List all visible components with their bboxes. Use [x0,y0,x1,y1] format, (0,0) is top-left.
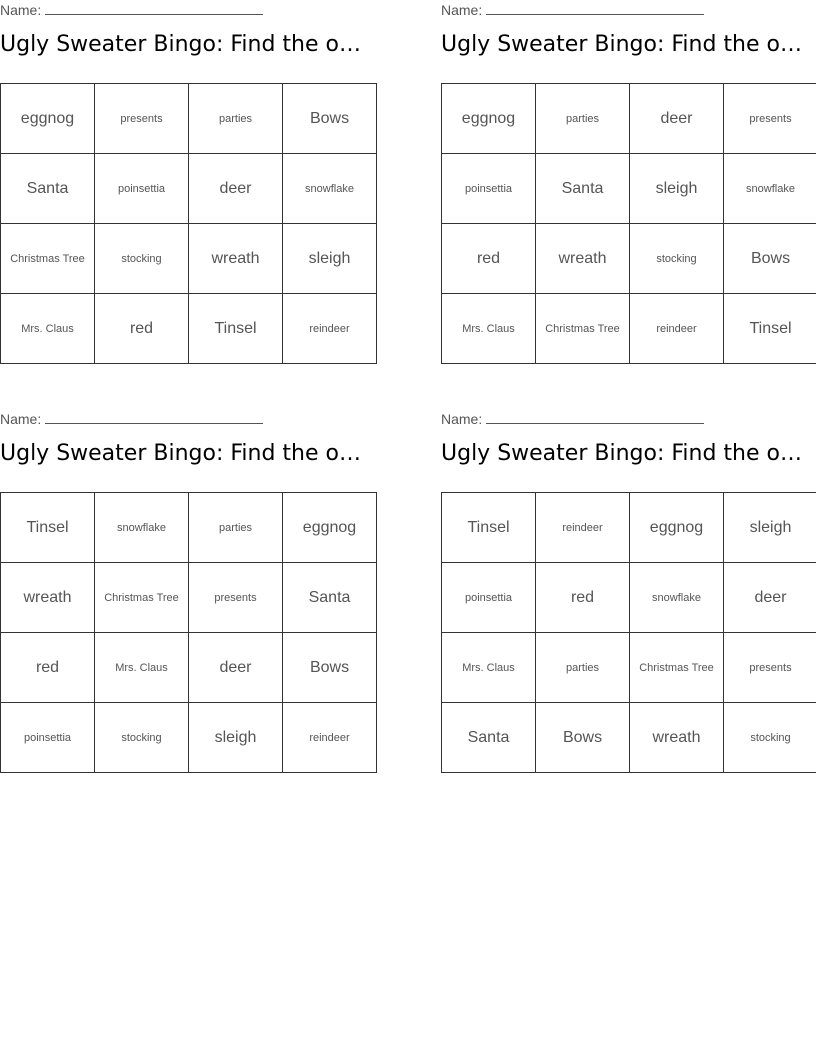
bingo-cell[interactable]: Bows [536,703,630,773]
bingo-cell[interactable]: parties [536,633,630,703]
name-field[interactable] [0,0,375,20]
card-title: Ugly Sweater Bingo: Find the o… [441,32,802,57]
bingo-row [1,493,377,563]
bingo-cell[interactable]: Tinsel [1,493,95,563]
card-title: Ugly Sweater Bingo: Find the o… [441,441,802,466]
bingo-row [1,703,377,773]
bingo-cell[interactable]: snowflake [630,563,724,633]
bingo-cell[interactable]: Tinsel [189,294,283,364]
bingo-row [442,84,816,154]
bingo-cell[interactable]: red [442,224,536,294]
bingo-cell[interactable]: wreath [630,703,724,773]
bingo-cell[interactable]: presents [95,84,189,154]
bingo-cell[interactable]: presents [189,563,283,633]
bingo-row [442,224,816,294]
bingo-cell[interactable]: Bows [283,633,377,703]
bingo-cell[interactable]: sleigh [283,224,377,294]
bingo-grid [441,492,816,773]
bingo-cell[interactable]: eggnog [442,84,536,154]
bingo-row [442,703,816,773]
bingo-row [1,633,377,703]
bingo-cell[interactable]: Santa [442,703,536,773]
bingo-cell[interactable]: Mrs. Claus [1,294,95,364]
bingo-cell[interactable]: snowflake [724,154,816,224]
bingo-card-1 [0,0,375,364]
bingo-row [442,563,816,633]
bingo-cell[interactable]: eggnog [630,493,724,563]
bingo-row [1,294,377,364]
bingo-cell[interactable]: reindeer [283,294,377,364]
bingo-cell[interactable]: poinsettia [95,154,189,224]
bingo-cell[interactable]: snowflake [283,154,377,224]
bingo-cell[interactable]: red [536,563,630,633]
bingo-cell[interactable]: deer [630,84,724,154]
bingo-cell[interactable]: Mrs. Claus [442,294,536,364]
bingo-cell[interactable]: reindeer [630,294,724,364]
bingo-cell[interactable]: Bows [283,84,377,154]
bingo-cell[interactable]: poinsettia [442,563,536,633]
bingo-cell[interactable]: parties [189,493,283,563]
bingo-cell[interactable]: Mrs. Claus [442,633,536,703]
bingo-row [1,563,377,633]
name-underline[interactable] [486,409,704,424]
bingo-cell[interactable]: presents [724,633,816,703]
bingo-grid [441,83,816,364]
bingo-cell[interactable]: Mrs. Claus [95,633,189,703]
bingo-cell[interactable]: parties [536,84,630,154]
bingo-cell[interactable]: poinsettia [442,154,536,224]
bingo-cell[interactable]: poinsettia [1,703,95,773]
bingo-cell[interactable]: reindeer [536,493,630,563]
bingo-row [442,154,816,224]
bingo-grid [0,492,377,773]
bingo-cell[interactable]: Santa [1,154,95,224]
bingo-cell[interactable]: snowflake [95,493,189,563]
bingo-row [1,84,377,154]
name-underline[interactable] [45,409,263,424]
bingo-row [442,633,816,703]
bingo-cell[interactable]: Tinsel [724,294,816,364]
name-underline[interactable] [45,0,263,15]
bingo-cell[interactable]: wreath [189,224,283,294]
bingo-cell[interactable]: red [1,633,95,703]
bingo-cell[interactable]: reindeer [283,703,377,773]
bingo-cell[interactable]: stocking [95,703,189,773]
bingo-cell[interactable]: parties [189,84,283,154]
bingo-cell[interactable]: deer [189,154,283,224]
bingo-card-3 [0,409,375,773]
name-label: Name: [0,411,42,427]
bingo-cell[interactable]: Christmas Tree [536,294,630,364]
name-label: Name: [0,2,42,18]
bingo-cell[interactable]: wreath [1,563,95,633]
bingo-cell[interactable]: Tinsel [442,493,536,563]
bingo-cell[interactable]: Santa [536,154,630,224]
bingo-cell[interactable]: sleigh [724,493,816,563]
bingo-cell[interactable]: deer [724,563,816,633]
bingo-cell[interactable]: Christmas Tree [630,633,724,703]
name-field[interactable] [441,409,816,429]
bingo-cell[interactable]: Christmas Tree [95,563,189,633]
bingo-row [442,294,816,364]
name-label: Name: [441,411,483,427]
bingo-cell[interactable]: deer [189,633,283,703]
name-label: Name: [441,2,483,18]
bingo-row [1,224,377,294]
bingo-card-4 [441,409,816,773]
bingo-cell[interactable]: presents [724,84,816,154]
name-field[interactable] [0,409,375,429]
bingo-cell[interactable]: stocking [724,703,816,773]
bingo-row [1,154,377,224]
card-title: Ugly Sweater Bingo: Find the o… [0,441,361,466]
bingo-cell[interactable]: sleigh [189,703,283,773]
bingo-cell[interactable]: sleigh [630,154,724,224]
name-underline[interactable] [486,0,704,15]
bingo-cell[interactable]: eggnog [1,84,95,154]
bingo-cell[interactable]: red [95,294,189,364]
card-title: Ugly Sweater Bingo: Find the o… [0,32,361,57]
bingo-grid [0,83,377,364]
bingo-cell[interactable]: stocking [95,224,189,294]
bingo-cell[interactable]: stocking [630,224,724,294]
bingo-cell[interactable]: Bows [724,224,816,294]
bingo-card-2 [441,0,816,364]
bingo-cell[interactable]: eggnog [283,493,377,563]
name-field[interactable] [441,0,816,20]
bingo-cell[interactable]: Christmas Tree [1,224,95,294]
bingo-row [442,493,816,563]
bingo-cell[interactable]: wreath [536,224,630,294]
bingo-cell[interactable]: Santa [283,563,377,633]
